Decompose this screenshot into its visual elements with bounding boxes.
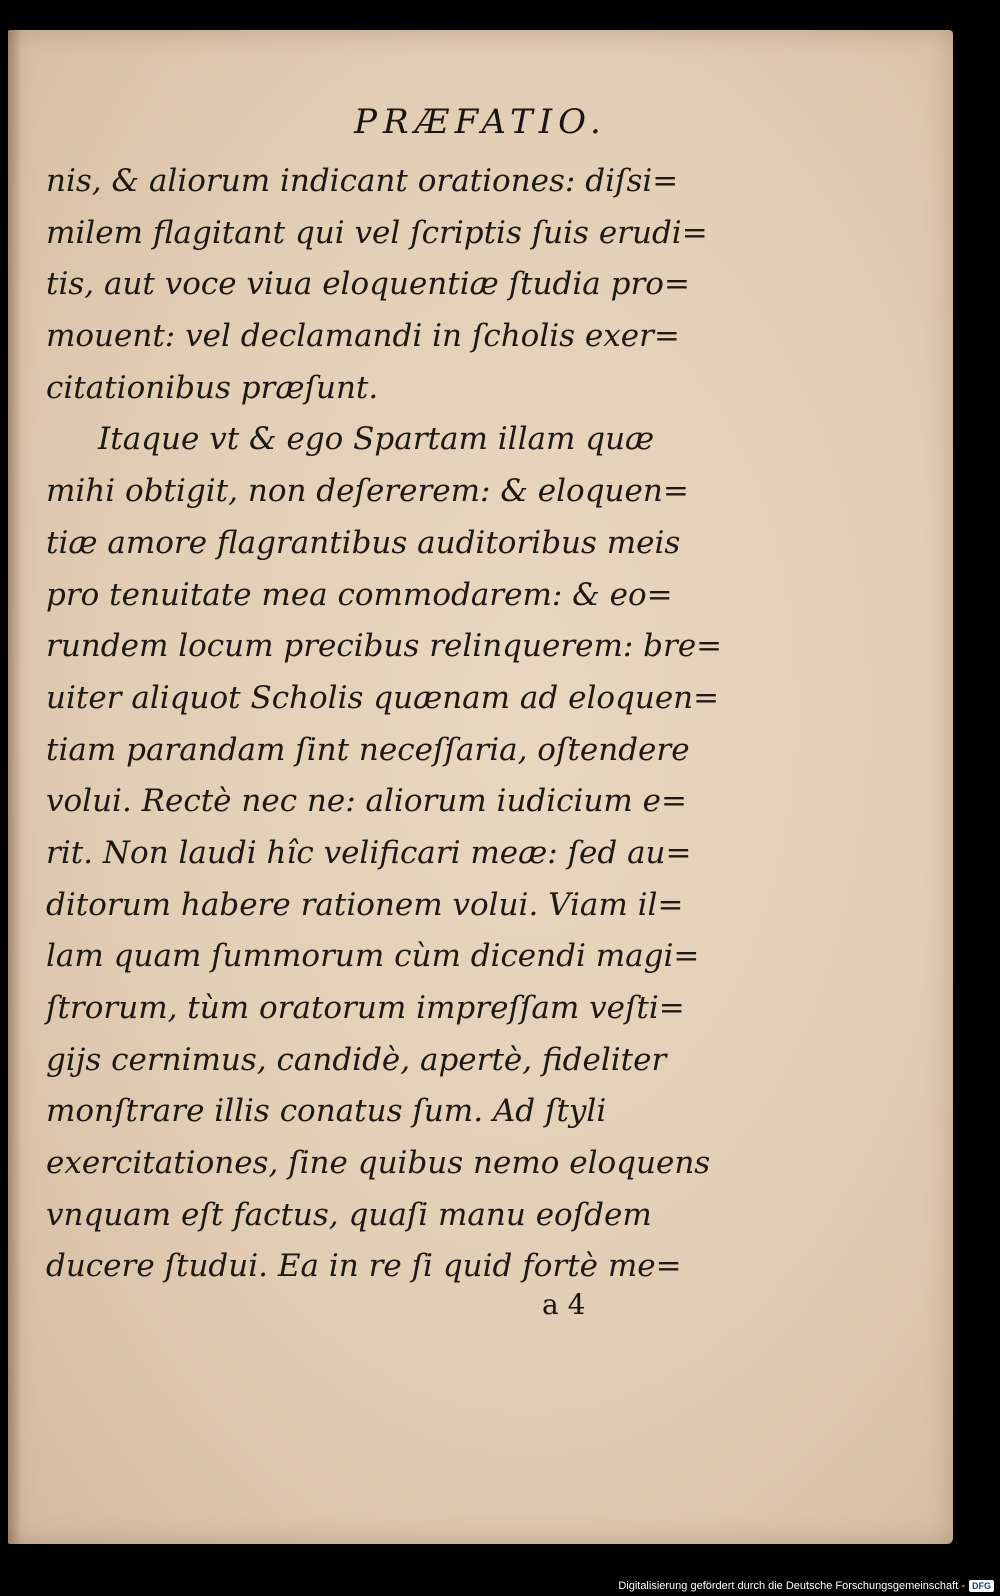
- text-line: exercitationes, ſine quibus nemo eloquens: [46, 1145, 711, 1182]
- text-line: nis, & aliorum indicant orationes: diſsi=: [46, 163, 679, 199]
- text-line: rundem locum precibus relinquerem: bre=: [46, 628, 723, 665]
- text-line: vnquam eſt factus, quaſi manu eoſdem: [46, 1196, 652, 1233]
- footer-text: Digitalisierung gefördert durch die Deutsche Forschungsgemeinschaft -: [618, 1580, 965, 1592]
- book-page: [8, 30, 953, 1544]
- text-line: tiam parandam ſint neceſſaria, oſtendere: [46, 731, 690, 768]
- page-header: PRÆFATIO.: [354, 102, 607, 142]
- text-line: citationibus præſunt.: [46, 369, 379, 406]
- text-line: tiæ amore flagrantibus auditoribus meis: [46, 524, 681, 561]
- text-line: gijs cernimus, candidè, apertè, fideliter: [46, 1041, 667, 1078]
- text-line: pro tenuitate mea commodarem: & eo=: [46, 576, 673, 613]
- text-line: milem flagitant qui vel ſcriptis ſuis erudi=: [46, 214, 708, 251]
- text-line: ducere ſtudui. Ea in re ſi quid fortè me=: [46, 1248, 682, 1285]
- text-line: ſtrorum, tùm oratorum impreſſam veſti=: [46, 990, 685, 1026]
- signature-mark: a 4: [542, 1288, 586, 1321]
- digitization-footer: [618, 1580, 994, 1592]
- text-line: monſtrare illis conatus ſum. Ad ſtyli: [46, 1093, 607, 1130]
- text-line: volui. Rectè nec ne: aliorum iudicium e=: [46, 783, 687, 820]
- text-line: Itaque vt & ego Spartam illam quæ: [98, 421, 655, 458]
- text-line: mihi obtigit, non deſererem: & eloquen=: [46, 473, 689, 510]
- text-line: ditorum habere rationem volui. Viam il=: [46, 886, 684, 923]
- text-line: uiter aliquot Scholis quænam ad eloquen=: [46, 679, 720, 716]
- body-text: [46, 156, 726, 1293]
- text-line: mouent: vel declamandi in ſcholis exer=: [46, 318, 680, 355]
- text-line: tis, aut voce viua eloquentiæ ſtudia pro=: [46, 266, 690, 303]
- text-line: lam quam ſummorum cùm dicendi magi=: [46, 938, 700, 975]
- dfg-logo-icon: DFG: [969, 1580, 994, 1592]
- text-line: rit. Non laudi hîc velificari meæ: ſed au=: [46, 834, 692, 871]
